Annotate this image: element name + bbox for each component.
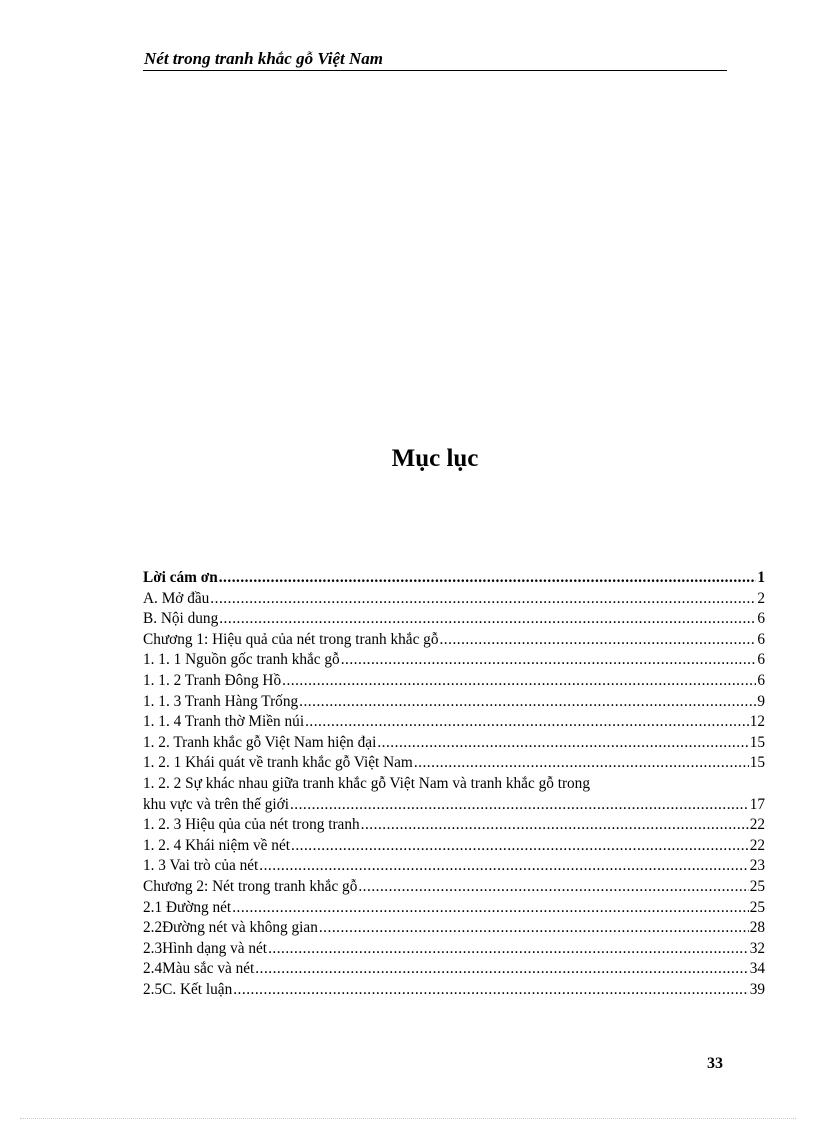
- toc-entry[interactable]: [143, 939, 765, 960]
- toc-entry-page: 15: [749, 754, 765, 772]
- dot-leader: [299, 692, 756, 713]
- toc-entry-continuation: khu vực và trên thế giới: [143, 795, 289, 813]
- toc-entry-page: 39: [749, 980, 765, 998]
- toc-entry-text: 1. 2. 1 Khái quát về tranh khắc gỗ Việt Nam: [143, 754, 413, 772]
- dot-leader: [358, 877, 748, 898]
- toc-entry[interactable]: [143, 692, 765, 713]
- toc-entry-page: 25: [749, 877, 765, 895]
- dot-leader: [305, 712, 749, 733]
- toc-entry-text: 2.5C. Kết luận: [143, 980, 233, 998]
- toc-entry-text: 1. 1. 1 Nguồn gốc tranh khắc gỗ: [143, 651, 340, 669]
- toc-entry-text: 1. 2. 2 Sự khác nhau giữa tranh khắc gỗ Việt Nam và tranh khắc gỗ trong: [143, 774, 590, 792]
- running-header: [143, 49, 727, 71]
- toc-entry[interactable]: [143, 856, 765, 877]
- toc-entry-page: 6: [757, 630, 765, 648]
- dot-leader: [439, 630, 756, 651]
- dot-leader: [255, 959, 748, 980]
- running-header-title: Nét trong tranh khắc gỗ Việt Nam: [144, 49, 383, 68]
- dot-leader: [210, 589, 756, 610]
- toc-entry[interactable]: [143, 795, 765, 816]
- toc-entry-text: 2.3Hình dạng và nét: [143, 939, 268, 957]
- toc-entry[interactable]: [143, 650, 765, 671]
- toc-entry-page: 9: [757, 692, 765, 710]
- toc-entry-page: 12: [749, 713, 765, 731]
- toc-entry-page: 22: [749, 836, 765, 854]
- toc-entry-page: 15: [749, 733, 765, 751]
- dot-leader: [341, 650, 757, 671]
- table-of-contents: [143, 568, 765, 1000]
- toc-entry[interactable]: [143, 609, 765, 630]
- dot-leader: [361, 815, 749, 836]
- dot-leader: [219, 609, 756, 630]
- toc-entry[interactable]: [143, 898, 765, 919]
- toc-entry-text: 1. 2. Tranh khắc gỗ Việt Nam hiện đại: [143, 733, 377, 751]
- toc-entry[interactable]: [143, 877, 765, 898]
- dot-leader: [268, 939, 749, 960]
- toc-entry[interactable]: [143, 836, 765, 857]
- toc-entry[interactable]: [143, 753, 765, 774]
- toc-entry-text: Chương 1: Hiệu quả của nét trong tranh khắc gỗ: [143, 630, 439, 648]
- toc-entry-first-line[interactable]: [143, 774, 765, 795]
- dot-leader: [414, 753, 749, 774]
- toc-entry-text: 1. 1. 4 Tranh thờ Miền núi: [143, 713, 305, 731]
- toc-entry-text: 2.1 Đường nét: [143, 898, 232, 916]
- toc-entry-page: 34: [749, 960, 765, 978]
- dot-leader: [319, 918, 749, 939]
- dot-leader: [291, 836, 749, 857]
- dot-leader: [259, 856, 748, 877]
- toc-entry-page: 32: [749, 939, 765, 957]
- toc-entry[interactable]: [143, 671, 765, 692]
- toc-entry[interactable]: [143, 815, 765, 836]
- dot-leader: [233, 980, 748, 1001]
- dot-leader: [219, 568, 757, 589]
- toc-entry-text: 1. 2. 3 Hiệu qủa của nét trong tranh: [143, 816, 360, 834]
- toc-entry-page: 1: [757, 569, 765, 586]
- toc-entry-text: 1. 3 Vai trò của nét: [143, 857, 259, 875]
- toc-entry[interactable]: [143, 630, 765, 651]
- toc-entry-page: 6: [757, 651, 765, 669]
- toc-entry[interactable]: [143, 712, 765, 733]
- page-title: Mục lục: [391, 445, 479, 472]
- toc-entry-page: 17: [749, 795, 765, 813]
- toc-entry[interactable]: [143, 959, 765, 980]
- toc-entry-text: 1. 2. 4 Khái niệm về nét: [143, 836, 290, 854]
- toc-entry-page: 28: [749, 919, 765, 937]
- dot-leader: [282, 671, 756, 692]
- dot-leader: [290, 795, 749, 816]
- page-number: 33: [707, 1055, 723, 1072]
- toc-entry-page: 22: [749, 816, 765, 834]
- toc-entry-page: 23: [749, 857, 765, 875]
- toc-entry[interactable]: [143, 733, 765, 754]
- toc-entry[interactable]: [143, 918, 765, 939]
- toc-entry[interactable]: [143, 568, 765, 589]
- dot-leader: [377, 733, 748, 754]
- toc-entry-text: A. Mở đầu: [143, 589, 210, 607]
- toc-entry-text: 1. 1. 3 Tranh Hàng Trống: [143, 692, 299, 710]
- toc-entry[interactable]: [143, 589, 765, 610]
- toc-entry[interactable]: [143, 980, 765, 1001]
- dot-leader: [232, 898, 749, 919]
- toc-entry-text: 2.4Màu sắc và nét: [143, 960, 255, 978]
- toc-entry-text: Lời cám ơn: [143, 569, 218, 586]
- page-bottom-divider: [20, 1118, 796, 1119]
- toc-entry-page: 2: [757, 589, 765, 607]
- toc-entry-text: 1. 1. 2 Tranh Đông Hồ: [143, 671, 282, 689]
- toc-entry-page: 6: [757, 671, 765, 689]
- toc-entry-page: 6: [757, 610, 765, 628]
- toc-entry-text: 2.2Đường nét và không gian: [143, 919, 318, 937]
- toc-entry-text: Chương 2: Nét trong tranh khắc gỗ: [143, 877, 358, 895]
- toc-entry-text: B. Nội dung: [143, 610, 219, 628]
- toc-entry-page: 25: [749, 898, 765, 916]
